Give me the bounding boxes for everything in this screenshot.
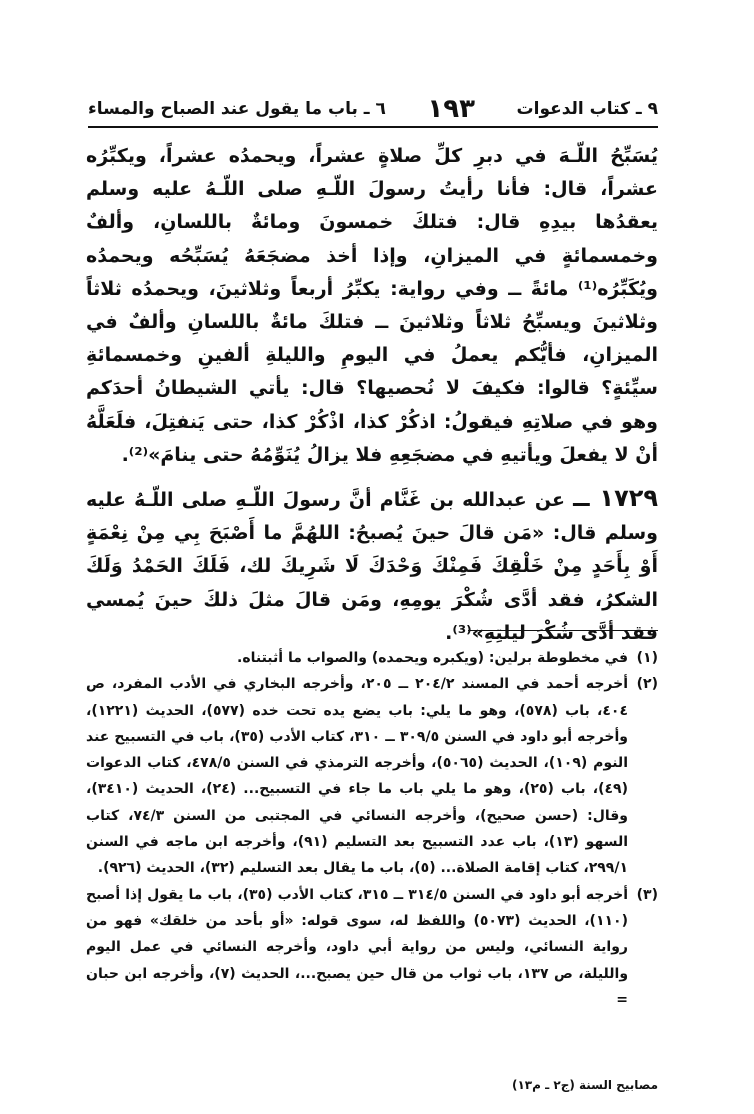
hadith-number: ١٧٢٩ ــ [573, 484, 659, 513]
main-text [86, 140, 658, 650]
header-chapter-title: ٦ ـ باب ما يقول عند الصباح والمساء [88, 99, 386, 119]
header-book-title: ٩ ـ كتاب الدعوات [516, 99, 658, 119]
footnote-2-text: أخرجه أحمد في المسند ٢٠٤/٢ ــ ٢٠٥، وأخرجه البخاري في الأدب المفرد، ص ٤٠٤، باب (٥٧٨)، وهو ما يلي: باب يضع يده تحت خده (٥٧٧)، الحديث (١٢٢١)، وأخرجه أبو داود في السنن ٣٠٩/٥ ــ ٣١٠، كتاب الأدب (٣٥)، باب في التسبيح عند النوم (١٠٩)، الحديث (٥٠٦٥)، وأخرجه الترمذي في السنن ٤٧٨/٥، كتاب الدعوات (٤٩)، باب (٢٥)، وهو ما يلي باب ما جاء في التسبيح... (٢٤)، الحديث (٣٤١٠)، وقال: (حسن صحيح)، وأخرجه النسائي في المجتبى من السنن ٧٤/٣، كتاب السهو (١٣)، باب عدد التسبيح بعد التسليم (٩١)، وأخرجه ابن ماجه في السنن ٢٩٩/١، كتاب إقامة الصلاة... (٥)، باب ما يقال بعد التسليم (٣٢)، الحديث (٩٢٦). [86, 676, 629, 877]
footnote-2-number: (٢) [636, 676, 658, 693]
hadith-paragraph [86, 482, 658, 650]
footnote-1-text: في مخطوطة برلين: (ويكبره ويحمده) والصواب ما أثبتناه. [237, 650, 628, 666]
footnote-3-number: (٣) [636, 886, 658, 903]
footnote-1 [86, 645, 658, 671]
footnote-separator [468, 630, 658, 631]
hadith-text: عن عبدالله بن غَنَّام أنَّ رسولَ اللّـهِ صلى اللّـهُ عليه وسلم قال: «مَن قالَ حينَ يُصبحُ: اللهُمَّ ما أَصْبَحَ بِي مِنْ نِعْمَةٍ أَوْ بِأَحَدٍ مِنْ خَلْقِكَ فَمِنْكَ وَحْدَكَ لَا شَرِيكَ لك، فَلَكَ الحَمْدُ وَلَكَ الشكرُ، فقد أدَّى شُكْرَ يومِهِ، ومَن قالَ مثلَ ذلكَ حينَ يُمسي فقد أدَّى شُكْرَ ليلتِهِ»⁽³⁾. [86, 489, 658, 644]
footnote-2 [86, 671, 658, 881]
page-number: ١٩٣ [427, 94, 476, 124]
footnote-1-number: (١) [636, 650, 658, 666]
footnotes [86, 645, 658, 1013]
footnote-3-text: أخرجه أبو داود في السنن ٣١٤/٥ ــ ٣١٥، كتاب الأدب (٣٥)، باب ما يقول إذا أصبح (١١٠)، الحديث (٥٠٧٣) واللفظ له، سوى قوله: «أو بأحد من خلقك» فهو من رواية النسائي، وليس من رواية أبي داود، وأخرجه النسائي في عمل اليوم والليلة، ص ١٣٧، باب ثواب من قال حين يصبح...، الحديث (٧)، وأخرجه ابن حبان = [86, 886, 629, 1008]
footnote-3 [86, 882, 658, 1013]
continuation-paragraph: يُسَبِّحُ اللّـهَ في دبرِ كلِّ صلاةٍ عشراً، ويحمدُه عشراً، ويكبِّرُه عشراً، قال: فأنا رأيتُ رسولَ اللّـهِ صلى اللّـهُ عليه وسلم يعقدُها بيدِهِ قال: فتلكَ خمسونَ ومائةٌ باللسانِ، وألفٌ وخمسمائةٍ في الميزانِ، وإذا أخذ مضجَعَهُ يُسَبِّحُه ويحمدُه ويُكَبِّرُه⁽¹⁾ مائةً ــ وفي رواية: يكبِّرُ أربعاً وثلاثينَ، ويحمدُه ثلاثاً وثلاثينَ ويسبِّحُ ثلاثاً وثلاثينَ ــ فتلكَ مائةٌ باللسانِ وألفٌ في الميزانِ، فأيُّكم يعملُ في اليومِ والليلةِ ألفينِ وخمسمائةِ سيِّئةٍ؟ قالوا: فكيفَ لا نُحصيها؟ قال: يأتي الشيطانُ أحدَكم وهو في صلاتِهِ فيقولُ: اذكُرْ كذا، اذْكُرْ كذا، حتى يَنفتِلَ، فلَعَلَّهُ أنْ لا يفعلَ ويأتيهِ في مضجَعِهِ فلا يزالُ يُنَوِّمُهُ حتى ينامَ»⁽²⁾. [86, 145, 658, 466]
signature-line: مصابيح السنة (ج٢ ـ م١٣) [511, 1078, 658, 1092]
running-header [88, 94, 658, 124]
header-rule [88, 126, 658, 128]
